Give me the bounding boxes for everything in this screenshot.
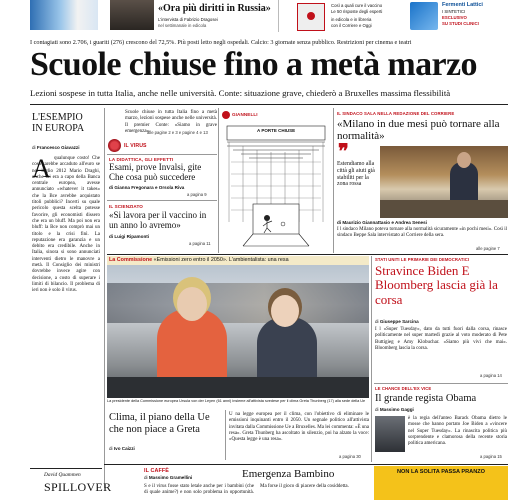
clima-by-name: Ivo Caizzi xyxy=(113,446,135,451)
ad-box xyxy=(374,466,508,500)
promo3-box xyxy=(408,0,508,32)
bottom-left-book xyxy=(30,468,112,501)
photo-head-greta xyxy=(271,295,299,327)
biden-ref: a pagina 14 xyxy=(480,373,502,378)
divider-cartoon-right xyxy=(333,108,334,253)
promo2-box xyxy=(278,0,407,32)
clima-block xyxy=(107,410,369,462)
quote-icon: ❞ xyxy=(338,141,349,163)
caffe-block xyxy=(142,466,370,500)
cartoon-icon xyxy=(222,111,230,119)
obama-block xyxy=(374,385,508,463)
story2-ref: a pagina 11 xyxy=(189,241,211,246)
sala-kicker: IL SINDACO SALA NELLA REDAZIONE DEL CORRIERE xyxy=(337,111,455,116)
clima-byline xyxy=(109,446,135,451)
commission-block xyxy=(107,256,369,406)
ad-text: NON LA SOLITA PASSA PRANZO xyxy=(396,469,486,475)
promo2-line3: in edicola e in libreria xyxy=(331,17,372,22)
divider-editorial xyxy=(104,108,105,488)
promo-image-portrait xyxy=(110,0,154,30)
left-col-ref: alle pagine 2 e 3 e pagine 4 e 13 xyxy=(147,130,208,135)
story1-byline: di Gianna Fregonara e Orsola Riva xyxy=(109,185,185,190)
rule-under-headline xyxy=(30,104,508,105)
promo3-product-image xyxy=(410,2,438,30)
editorial-kicker2: IN EUROPA xyxy=(32,123,85,134)
photo-table xyxy=(107,377,369,398)
rule-mid xyxy=(107,254,508,255)
promo2-line4: con il Corriere e Oggi xyxy=(331,23,372,28)
promo1-title: «Ora più diritti in Russia» xyxy=(158,3,271,14)
biden-by-name: Giuseppe Sarcina xyxy=(379,319,419,324)
sala-body: I l sindaco Milano poteva tornare alla normalità sicuramente «in pochi mesi». Così il sindaco Beppe Sala intervistato al Corriere della sera. xyxy=(337,227,507,239)
promo2-line2: Le 50 risposte degli esperti xyxy=(331,9,383,14)
main-headline: Scuole chiuse fino a metà marzo xyxy=(30,46,477,83)
promo3-line1: Fermenti Lattici xyxy=(442,2,483,8)
biden-block xyxy=(374,256,508,382)
book-title: SPILLOVER xyxy=(44,480,112,494)
biden-by-prefix: di xyxy=(375,319,379,324)
cartoon-block xyxy=(221,108,331,253)
obama-byline xyxy=(375,407,414,412)
promo1-tag: nel settimanale in edicola xyxy=(158,23,207,28)
editorial-kicker: L'ESEMPIO xyxy=(32,112,83,123)
caffe-by-name: Massimo Gramellini xyxy=(148,475,193,480)
caffe-body: S e il virus fosse stato letale anche per i bambini (che di quale anime?) e non solo problema in opportunità. Ma forse il gioco di piacere della cosiddetta. xyxy=(144,484,349,496)
commission-photo xyxy=(107,265,369,398)
biden-kicker: STATI UNITI LE PRIMARIE DEI DEMOCRATICI xyxy=(375,257,470,262)
divider-right-lower xyxy=(371,256,372,462)
obama-kicker: LE CHANCE DELL'EX VICE xyxy=(375,386,432,391)
rule-virus xyxy=(107,154,217,155)
caffe-byline xyxy=(144,475,192,480)
promo3-line3: ESCLUSIVO xyxy=(442,15,467,20)
promo3-line2: I SINTETICI xyxy=(442,9,466,14)
commission-title: «Emissioni zero entro il 2050». L'ambientalista: una resa xyxy=(153,257,289,263)
sala-photo xyxy=(380,146,508,218)
left-col-text: Scuole chiuse in tutta Italia fino a metà marzo, lezioni sospese anche nelle università. Il premier Conte: «Siamo in grave emergenza». xyxy=(125,110,217,134)
photo-head-vonderleyen xyxy=(177,287,207,321)
virus-kicker: IL VIRUS xyxy=(124,143,147,149)
book-author: David Quammen xyxy=(44,472,81,478)
caffe-kicker: IL CAFFÈ xyxy=(144,468,169,474)
sala-quote: Estendiamo alla città gli aiuti già stabiliti per la zona rossa xyxy=(337,161,375,188)
divider-left-cartoon xyxy=(218,108,219,253)
obama-ref: a pagina 15 xyxy=(480,454,502,459)
story1-title: Esami, prove Invalsi, gite Che cosa può succedere xyxy=(109,162,202,182)
rule-bottom xyxy=(104,464,508,465)
promo2-book-cover xyxy=(297,3,325,31)
cartoon-caption: A PORTE CHIUSE xyxy=(257,128,296,133)
sala-photo-desk xyxy=(380,200,508,218)
promo2-book-dot xyxy=(307,12,315,20)
story1-ref: a pagina 9 xyxy=(187,192,207,197)
news-column-left xyxy=(107,108,217,253)
promo3-line4: SU STUDI CLINICI xyxy=(442,21,479,26)
commission-banner xyxy=(107,256,369,265)
cartoon-svg xyxy=(223,122,329,250)
clima-title: Clima, il piano della Ue che non piace a Greta xyxy=(109,412,210,435)
sala-byline: di Maurizio Giannattasio e Andrea Senesi xyxy=(337,220,427,225)
biden-body: I l «Super Tuesday», dato da tutti fuori dalla corsa, rinasce politicamente nel super martedì grazie al voto moderato di Pete Buttigieg e Amy Klobuchar. «Siamo più vivi che mai». Bloomberg lascia la corsa. xyxy=(375,327,507,351)
obama-photo xyxy=(375,416,405,452)
obama-by-name: Massimo Gaggi xyxy=(379,407,414,412)
obama-by-prefix: di xyxy=(375,407,379,412)
sala-block xyxy=(336,108,508,253)
commission-caption: La presidente della Commissione europea Ursula von der Leyen (61 anni) insieme all'attivista svedese per il clima Greta Thunberg (17) alla sede della Ue xyxy=(107,399,366,403)
rule-story1 xyxy=(107,200,217,201)
caffe-title: Emergenza Bambino xyxy=(242,468,335,480)
headline-intro: I contagiati sono 2.706, i guariti (276) crescono del 72,5%. Più posti letto negli ospedali. Calcio: 3 giornate senza pubblico. Restrizioni per cinema e teatri xyxy=(30,39,412,46)
virus-icon xyxy=(108,139,121,152)
editorial-body: qualunque costo! Che cosa sarebbe accaduto all'euro se nel luglio 2012 Mario Draghi, anche lui era a capo della Banca centrale europea, avesse annunciato «whatever it takes» che la Bce avrebbe acquistato titoli pubblici? Incerti su quale pericolo questa scelta potesse favorire, gli economisti dissero che era un bluff. Ma poi non era bluff: la Bce non comprò mai un titolo e la crisi finì. La reputazione era garanzia e un debito era credibile. Anche in Italia, sinora si sono annunciati interventi dietro le manovre a metà. Il Consiglio dei ministri dovrebbe invece agire con decisione, a costo di superare i limiti di bilancio. Il problema di ieri non è solo il virus. xyxy=(32,156,100,294)
top-promo-strip xyxy=(0,0,531,36)
headline-sub: Lezioni sospese in tutta Italia, anche nelle università. Conte: situazione grave, chiederò a Bruxelles massima flessibilità xyxy=(30,88,451,98)
sala-title: «Milano in due mesi può tornare alla normalità» xyxy=(337,118,500,142)
biden-title: Stravince Biden E Bloomberg lascia già la corsa xyxy=(375,263,498,307)
sala-ref: alle pagine 7 xyxy=(476,246,500,251)
story2-title: «Si lavora per il vaccino in un anno lo avremo» xyxy=(109,210,207,230)
editorial-byline-prefix: di xyxy=(32,145,36,150)
photo-bg-people xyxy=(107,283,369,323)
story1-kicker: LA DIDATTICA, GLI EFFETTI xyxy=(109,157,174,162)
cartoon-kicker: GIANNELLI xyxy=(232,112,258,117)
biden-byline xyxy=(375,319,419,324)
editorial-byline-name: Francesco Giavazzi xyxy=(36,145,80,150)
clima-by-prefix: di xyxy=(109,446,113,451)
editorial-byline xyxy=(32,145,80,150)
promo-image-bottles xyxy=(30,0,98,30)
clima-body: U na legge europea per il clima, con l'obiettivo di eliminare le emissioni inquinanti entro il 2050. Un segnale politico all'attivista invitata dalla Commissione Ue a Bruxelles. Ma lei commenta: «È una resa». Greta Thunberg ha ascoltato in silenzio, poi ha alzato la voce: «Questa legge è una resa». xyxy=(229,412,369,443)
divider-clima xyxy=(225,410,226,460)
promo2-line1: Così a quali cure il vaccino xyxy=(331,3,383,8)
obama-body: è la regia dell'anteo Barack Obama dietro le mosse che hanno portato Joe Biden a «vincere nel Super Tuesday». La rinascita politica più sorprendente e clamorosa della recente storia politica americana. xyxy=(408,416,507,447)
commission-label: La Commissione xyxy=(109,257,153,263)
clima-ref: a pagina 30 xyxy=(339,454,361,459)
caffe-by-prefix: di xyxy=(144,475,148,480)
sala-photo-head xyxy=(457,152,471,168)
editorial-column xyxy=(30,108,102,488)
editorial-dropcap: A xyxy=(32,154,51,183)
cartoon-drawing xyxy=(223,122,329,250)
promo1-subtitle: L'intervista di Fabrizio Dragosei xyxy=(158,17,218,22)
story2-kicker: IL SCIENZIATO xyxy=(109,204,143,209)
obama-title: Il grande regista Obama xyxy=(375,393,477,404)
story2-byline: di Luigi Ripamonti xyxy=(109,234,150,239)
rule-biden xyxy=(374,383,508,384)
